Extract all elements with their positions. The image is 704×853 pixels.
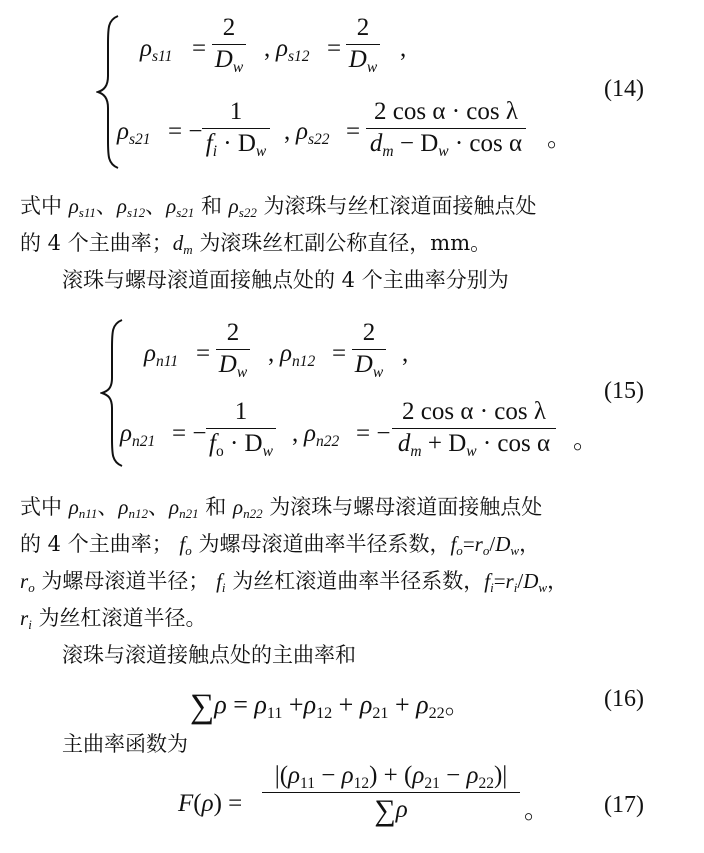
paragraph-2-line-2: 的 4 个主曲率； $f_o$ 为螺母滚道曲率半径系数，$f_o=r_o/D_w$， [20, 532, 541, 559]
rho-s12: $\rho_{s12}$ [276, 35, 310, 65]
paragraph-2-line-3: $r_o$ 为螺母滚道半径； $f_i$ 为丝杠滚道曲率半径系数，$f_i=r_i/D_w$， [20, 569, 569, 596]
paragraph-1-line-1: 式中 $\rho_{s11}$、$\rho_{s12}$、$\rho_{s21}$ 和 $\rho_{s22}$ 为滚珠与丝杠滚道面接触点处 [20, 194, 537, 221]
comma: , [268, 340, 275, 367]
curvature-function-numerator: $|(\rho_{11} - \rho_{12}) + (\rho_{21} - \rho_{22})|$ [274, 762, 508, 792]
fraction-2-over-dw: 2 $D_w$ [346, 14, 380, 75]
paragraph-1-line-2: 的 4 个主曲率；$d_m$ 为滚珠丝杠副公称直径，mm。 [20, 231, 492, 258]
equation-number-15: (15) [604, 378, 644, 404]
sum-of-curvatures-expression: $\sum\rho = \rho_{11} +\rho_{12} + \rho_{21} + \rho_{22}$。 [190, 688, 471, 725]
equals-minus: = − [168, 118, 203, 145]
equals-sign: = [196, 340, 211, 367]
comma: , [264, 35, 271, 62]
fraction-1-over-fi-dw: 1 $f_i \cdot D_w$ [202, 98, 270, 159]
comma: , [292, 420, 299, 447]
comma: , [402, 340, 409, 367]
fraction-2-over-dw: 2 $D_w$ [352, 319, 386, 380]
equals-sign: = [327, 35, 342, 62]
equation-number-16: (16) [604, 686, 644, 712]
paragraph-3-line-1: 主曲率函数为 [62, 732, 188, 756]
equation-number-17: (17) [604, 792, 644, 818]
rho-n21: $\rho_{n21}$ [120, 420, 156, 450]
paragraph-2-line-4: $r_i$ 为丝杠滚道半径。 [20, 606, 207, 633]
paragraph-2-line-1: 式中 $\rho_{n11}$、$\rho_{n12}$、$\rho_{n21}$ 和 $\rho_{n22}$ 为滚珠与螺母滚道面接触点处 [20, 495, 543, 522]
curvature-function-fraction [262, 762, 520, 829]
rho-n22: $\rho_{n22}$ [304, 420, 340, 450]
end-mark: 。 [547, 125, 573, 152]
paragraph-1-line-3: 滚珠与螺母滚道面接触点处的 4 个主曲率分别为 [62, 268, 509, 292]
equals-sign: = [346, 118, 361, 145]
comma: , [284, 118, 291, 145]
rho-s21: $\rho_{s21}$ [117, 118, 151, 148]
equation-number-14: (14) [604, 76, 644, 102]
paragraph-2-line-5: 滚珠与滚道接触点处的主曲率和 [62, 643, 356, 667]
equals-sign: = [332, 340, 347, 367]
equation-17-lhs: F(ρ) = [178, 790, 243, 817]
fraction-2-over-dw: 2 $D_w$ [216, 319, 250, 380]
end-mark: 。 [573, 427, 599, 454]
end-mark: 。 [524, 797, 550, 824]
fraction-1-over-fo-dw: 1 $f_o \cdot D_w$ [206, 398, 276, 459]
fraction-2-over-dw: 2 $D_w$ [212, 14, 246, 75]
curvature-function-denominator: ∑ρ [374, 794, 408, 828]
equals-minus: = − [356, 420, 391, 447]
fraction-2cos-over-dm: 2 cos α · cos λ $d_m - D_w \cdot \cos \alpha$ [366, 98, 526, 159]
rho-s11: $\rho_{s11}$ [140, 35, 173, 65]
equals-minus: = − [172, 420, 207, 447]
comma: , [400, 35, 407, 62]
fraction-2cos-over-dm-plus: 2 cos α · cos λ $d_m + D_w \cdot \cos \alpha$ [392, 398, 556, 459]
left-brace-14 [96, 14, 126, 170]
rho-n11: $\rho_{n11}$ [144, 340, 179, 370]
equals-sign: = [192, 35, 207, 62]
rho-n12: $\rho_{n12}$ [280, 340, 316, 370]
rho-s22: $\rho_{s22}$ [296, 118, 330, 148]
